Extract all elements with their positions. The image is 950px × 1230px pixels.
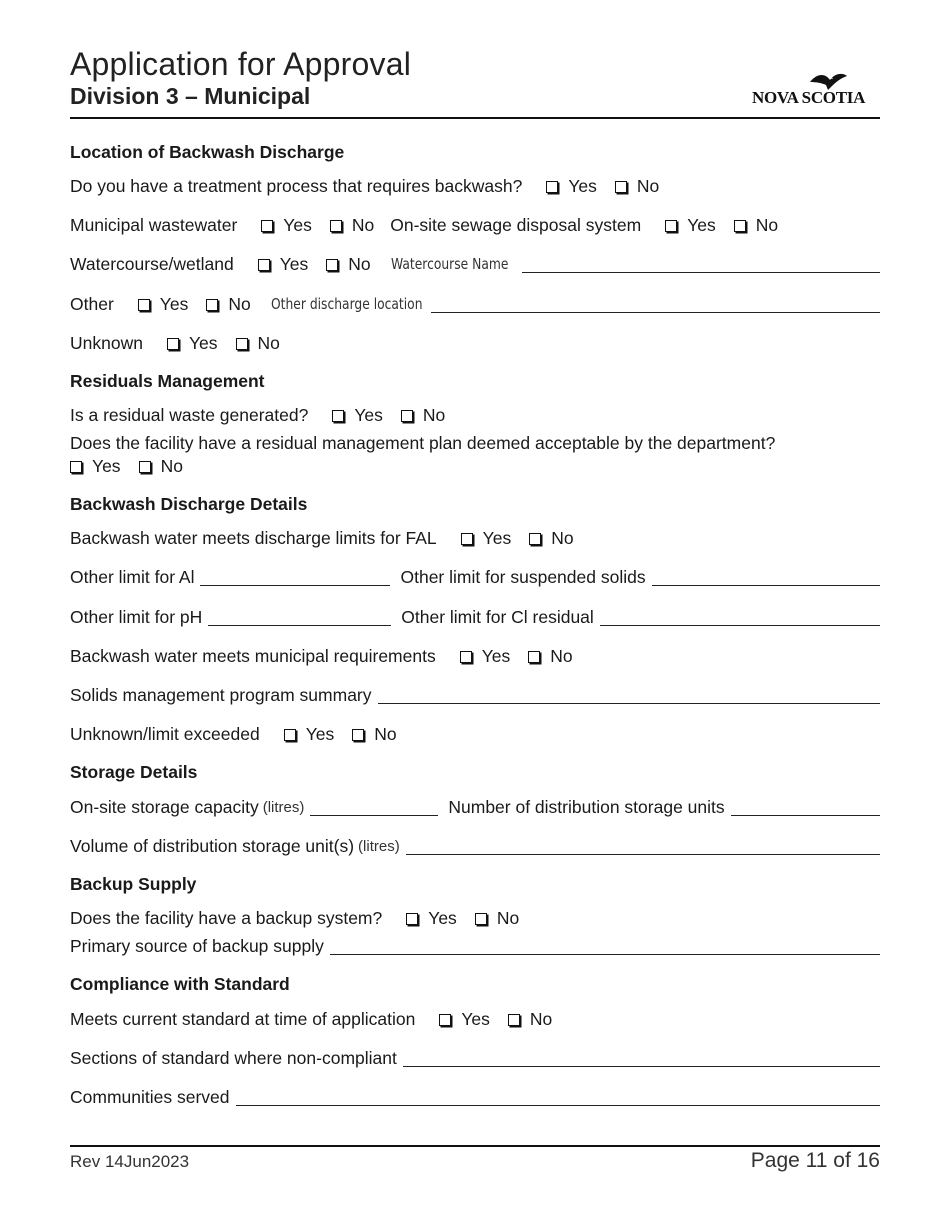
litres-note: (litres) xyxy=(262,798,305,816)
revision-date: Rev 14Jun2023 xyxy=(70,1152,190,1171)
num-units-field[interactable] xyxy=(731,799,880,816)
onsite-sewage-yes-option[interactable]: Yes xyxy=(665,215,716,236)
litres-note: (litres) xyxy=(358,837,400,855)
section-heading-backwash-details: Backwash Discharge Details xyxy=(70,494,308,514)
municipal-wastewater-no-option[interactable]: No xyxy=(330,215,374,236)
row-residual-waste xyxy=(70,403,880,427)
checkbox-icon[interactable] xyxy=(401,410,413,422)
checkbox-icon[interactable] xyxy=(261,220,273,232)
limit-ph-field[interactable] xyxy=(208,609,391,626)
question-backup-system: Does the facility have a backup system? xyxy=(70,907,383,928)
label-municipal-requirements: Backwash water meets municipal requirements xyxy=(70,645,436,666)
row-unknown-exceeded xyxy=(70,722,880,746)
checkbox-icon[interactable] xyxy=(330,220,342,232)
row-primary-source xyxy=(70,934,880,958)
label-other-location: Other discharge location xyxy=(270,295,423,313)
fal-no-option[interactable]: No xyxy=(529,528,573,549)
checkbox-icon[interactable] xyxy=(546,181,558,193)
row-residual-plan-options xyxy=(70,454,880,478)
treatment-no-option[interactable]: No xyxy=(615,176,659,197)
section-heading-residuals: Residuals Management xyxy=(70,371,265,391)
checkbox-icon[interactable] xyxy=(332,410,344,422)
checkbox-icon[interactable] xyxy=(508,1014,520,1026)
meets-standard-yes-option[interactable]: Yes xyxy=(439,1009,490,1030)
checkbox-icon[interactable] xyxy=(406,913,418,925)
row-limits-ph-cl xyxy=(70,605,880,629)
checkbox-icon[interactable] xyxy=(206,299,218,311)
checkbox-icon[interactable] xyxy=(258,259,270,271)
form-title: Application for Approval xyxy=(70,46,412,82)
checkbox-icon[interactable] xyxy=(284,729,296,741)
label-unknown: Unknown xyxy=(70,332,143,353)
checkbox-icon[interactable] xyxy=(138,299,150,311)
footer-divider xyxy=(70,1145,880,1147)
section-heading-backwash-location: Location of Backwash Discharge xyxy=(70,142,345,162)
backup-no-option[interactable]: No xyxy=(475,908,519,929)
residual-plan-no-option[interactable]: No xyxy=(139,456,183,477)
checkbox-icon[interactable] xyxy=(139,461,151,473)
nova-scotia-logo xyxy=(752,70,880,110)
solids-summary-field[interactable] xyxy=(378,687,880,704)
row-watercourse xyxy=(70,252,880,276)
checkbox-icon[interactable] xyxy=(461,533,473,545)
question-residual-plan: Does the facility have a residual management plan deemed acceptable by the department? xyxy=(70,432,776,453)
label-municipal-wastewater: Municipal wastewater xyxy=(70,214,238,235)
other-location-field[interactable] xyxy=(431,296,880,313)
label-onsite-capacity: On-site storage capacity xyxy=(70,796,259,817)
label-primary-source: Primary source of backup supply xyxy=(70,935,324,956)
form-page xyxy=(70,0,880,1230)
limit-ss-field[interactable] xyxy=(652,569,880,586)
label-onsite-sewage: On-site sewage disposal system xyxy=(390,214,642,235)
watercourse-yes-option[interactable]: Yes xyxy=(258,254,309,275)
page-number: Page 11 of 16 xyxy=(750,1149,880,1172)
row-non-compliant xyxy=(70,1046,880,1070)
non-compliant-field[interactable] xyxy=(403,1050,880,1067)
backup-yes-option[interactable]: Yes xyxy=(406,908,457,929)
checkbox-icon[interactable] xyxy=(665,220,677,232)
label-num-units: Number of distribution storage units xyxy=(448,796,725,817)
checkbox-icon[interactable] xyxy=(236,338,248,350)
volume-units-field[interactable] xyxy=(406,838,880,855)
label-communities: Communities served xyxy=(70,1086,230,1107)
checkbox-icon[interactable] xyxy=(475,913,487,925)
row-fal xyxy=(70,526,880,550)
watercourse-no-option[interactable]: No xyxy=(326,254,370,275)
label-limit-cl: Other limit for Cl residual xyxy=(401,606,594,627)
label-limit-al: Other limit for Al xyxy=(70,566,195,587)
label-other: Other xyxy=(70,293,114,314)
other-no-option[interactable]: No xyxy=(206,294,250,315)
label-meets-standard: Meets current standard at time of application xyxy=(70,1008,416,1029)
row-municipal-wastewater xyxy=(70,213,880,237)
row-volume-units xyxy=(70,834,880,858)
section-heading-compliance: Compliance with Standard xyxy=(70,974,290,994)
logo-wordmark: NOVA SCOTIA xyxy=(752,88,866,107)
unknown-yes-option[interactable]: Yes xyxy=(167,333,218,354)
row-communities xyxy=(70,1085,880,1109)
treatment-yes-option[interactable]: Yes xyxy=(546,176,597,197)
row-other xyxy=(70,292,880,316)
section-heading-storage: Storage Details xyxy=(70,762,198,782)
primary-source-field[interactable] xyxy=(330,938,880,955)
header-divider xyxy=(70,117,880,119)
row-unknown xyxy=(70,331,880,355)
question-treatment-backwash: Do you have a treatment process that requires backwash? xyxy=(70,175,523,196)
limit-al-field[interactable] xyxy=(200,569,390,586)
label-fal: Backwash water meets discharge limits for FAL xyxy=(70,527,437,548)
unknown-no-option[interactable]: No xyxy=(236,333,280,354)
checkbox-icon[interactable] xyxy=(460,651,472,663)
watercourse-name-field[interactable] xyxy=(522,256,880,273)
label-limit-ss: Other limit for suspended solids xyxy=(400,566,646,587)
row-municipal-requirements xyxy=(70,644,880,668)
residual-waste-no-option[interactable]: No xyxy=(401,405,445,426)
checkbox-icon[interactable] xyxy=(615,181,627,193)
municipal-req-yes-option[interactable]: Yes xyxy=(460,646,511,667)
checkbox-icon[interactable] xyxy=(352,729,364,741)
label-limit-ph: Other limit for pH xyxy=(70,606,203,627)
municipal-wastewater-yes-option[interactable]: Yes xyxy=(261,215,312,236)
limit-cl-field[interactable] xyxy=(600,609,880,626)
checkbox-icon[interactable] xyxy=(529,533,541,545)
label-watercourse: Watercourse/wetland xyxy=(70,253,234,274)
row-limits-al-ss xyxy=(70,565,880,589)
checkbox-icon[interactable] xyxy=(167,338,179,350)
unknown-exceeded-no-option[interactable]: No xyxy=(352,724,396,745)
meets-standard-no-option[interactable]: No xyxy=(508,1009,552,1030)
residual-plan-yes-option[interactable]: Yes xyxy=(70,456,121,477)
row-storage-capacity xyxy=(70,795,880,819)
unknown-exceeded-yes-option[interactable]: Yes xyxy=(284,724,335,745)
label-non-compliant: Sections of standard where non-compliant xyxy=(70,1047,397,1068)
municipal-req-no-option[interactable]: No xyxy=(528,646,572,667)
other-yes-option[interactable]: Yes xyxy=(138,294,189,315)
checkbox-icon[interactable] xyxy=(70,461,82,473)
row-meets-standard xyxy=(70,1007,880,1031)
checkbox-icon[interactable] xyxy=(439,1014,451,1026)
checkbox-icon[interactable] xyxy=(734,220,746,232)
checkbox-icon[interactable] xyxy=(326,259,338,271)
checkbox-icon[interactable] xyxy=(528,651,540,663)
label-unknown-exceeded: Unknown/limit exceeded xyxy=(70,723,260,744)
onsite-capacity-field[interactable] xyxy=(310,799,438,816)
communities-field[interactable] xyxy=(236,1089,881,1106)
question-residual-waste: Is a residual waste generated? xyxy=(70,404,309,425)
row-backup-system xyxy=(70,906,880,930)
form-subtitle: Division 3 – Municipal xyxy=(70,83,311,109)
row-residual-plan-question xyxy=(70,431,880,455)
label-solids-summary: Solids management program summary xyxy=(70,684,372,705)
row-treatment-backwash xyxy=(70,174,880,198)
residual-waste-yes-option[interactable]: Yes xyxy=(332,405,383,426)
section-heading-backup: Backup Supply xyxy=(70,874,197,894)
label-volume-units: Volume of distribution storage unit(s) xyxy=(70,835,355,856)
row-solids-summary xyxy=(70,683,880,707)
onsite-sewage-no-option[interactable]: No xyxy=(734,215,778,236)
label-watercourse-name: Watercourse Name xyxy=(390,255,509,273)
fal-yes-option[interactable]: Yes xyxy=(461,528,512,549)
